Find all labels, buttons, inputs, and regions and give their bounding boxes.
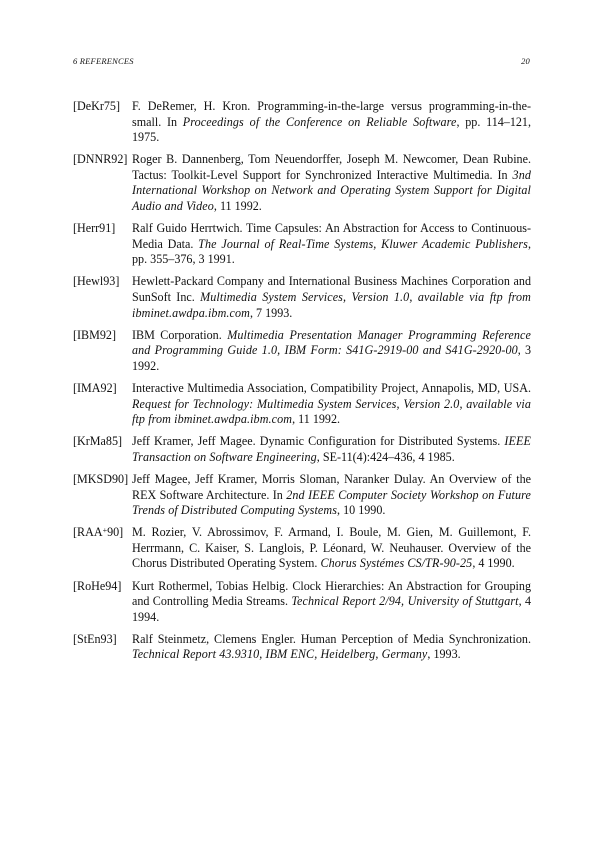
reference-details: , 4 1990.: [472, 556, 515, 571]
reference-authors: Ralf Steinmetz, Clemens Engler. Human Perception of Media Synchronization.: [132, 631, 531, 646]
reference-venue: Multimedia Presentation Manager Programming Reference and Programming Guide 1.0, IBM Form: S41G-2919-00 and S41G-2920-00: [132, 327, 531, 358]
reference-entry: [73, 632, 531, 663]
reference-venue: IEEE Transaction on Software Engineering: [132, 434, 531, 464]
citation-key-text: [StEn93]: [73, 631, 117, 646]
reference-venue: Technical Report 2/94, University of Stuttgart: [291, 594, 519, 609]
reference-body: [132, 99, 531, 146]
reference-authors: Jeff Kramer, Jeff Magee. Dynamic Configuration for Distributed Systems.: [132, 434, 505, 449]
reference-entry: [73, 381, 531, 428]
reference-entry: [73, 472, 531, 519]
citation-key: [73, 525, 132, 572]
reference-details: , 11 1992.: [292, 412, 341, 427]
reference-body: [132, 381, 531, 428]
citation-key-text: [Herr91]: [73, 221, 116, 236]
reference-entry: [73, 274, 531, 321]
reference-details: , SE-11(4):424–436, 4 1985.: [316, 449, 455, 464]
reference-body: [132, 152, 531, 214]
citation-key-text: [DNNR92]: [73, 152, 128, 167]
reference-entry: [73, 152, 531, 214]
citation-key-text: [Hewl93]: [73, 274, 120, 289]
reference-entry: [73, 525, 531, 572]
reference-details: , 1993.: [427, 647, 461, 662]
citation-key-text: [DeKr75]: [73, 99, 121, 113]
reference-venue: The Journal of Real-Time Systems, Kluwer Academic Publishers: [198, 236, 528, 251]
reference-entry: [73, 434, 531, 465]
reference-details: , 7 1993.: [250, 305, 293, 320]
reference-venue: Proceedings of the Conference on Reliable Software: [182, 114, 457, 129]
reference-venue: 3nd International Workshop on Network and Operating System Support for Digital Audio and Video: [132, 167, 531, 214]
citation-key-suffix: 90]: [107, 525, 124, 540]
reference-authors: Kurt Rothermel, Tobias Helbig. Clock Hierarchies: An Abstraction for Grouping and Controlling Media Streams.: [132, 578, 531, 609]
reference-details: , pp. 355–376, 3 1991.: [132, 236, 532, 267]
reference-body: [132, 472, 531, 519]
citation-key: [73, 99, 132, 146]
citation-key-text: [IBM92]: [73, 327, 116, 342]
reference-venue: Request for Technology: Multimedia System Services, Version 2.0, available via ftp from ibminet.awdpa.ibm.com: [132, 396, 531, 427]
reference-details: , 10 1990.: [337, 503, 386, 518]
reference-authors: Jeff Magee, Jeff Kramer, Morris Sloman, Naranker Dulay. An Overview of the REX Software Architecture. In: [132, 471, 531, 502]
reference-entry: [73, 328, 531, 375]
reference-authors: Ralf Guido Herrtwich. Time Capsules: An Abstraction for Access to Continuous-Media Data.: [132, 221, 531, 251]
reference-details: , pp. 114–121, 1975.: [132, 114, 532, 145]
running-header: [73, 56, 530, 70]
citation-key-superscript: +: [102, 526, 108, 536]
citation-key: [73, 152, 132, 214]
citation-key-text: [RAA: [73, 525, 103, 540]
reference-authors: Roger B. Dannenberg, Tom Neuendorffer, Joseph M. Newcomer, Dean Rubine. Tactus: Toolkit-Level Support for Synchronized Interactive Multimedia. In: [132, 152, 531, 182]
reference-body: [132, 579, 531, 626]
reference-authors: F. DeRemer, H. Kron. Programming-in-the-large versus programming-in-the-small. In: [132, 99, 531, 129]
reference-venue: Chorus Systémes CS/TR-90-25: [320, 556, 473, 571]
reference-entry: [73, 99, 531, 146]
reference-details: , 4 1994.: [132, 594, 532, 624]
reference-venue: Technical Report 43.9310, IBM ENC, Heidelberg, Germany: [132, 647, 428, 662]
reference-body: [132, 274, 531, 321]
citation-key: [73, 274, 132, 321]
reference-body: [132, 221, 531, 268]
citation-key: [73, 472, 132, 519]
reference-venue: Multimedia System Services, Version 1.0, available via ftp from ibminet.awdpa.ibm.com: [132, 290, 531, 320]
reference-entry: [73, 579, 531, 626]
reference-authors: IBM Corporation.: [132, 327, 228, 342]
reference-body: [132, 328, 531, 375]
reference-details: , 3 1992.: [132, 343, 531, 373]
reference-body: [132, 434, 531, 465]
citation-key: [73, 381, 132, 428]
reference-authors: M. Rozier, V. Abrossimov, F. Armand, I. Boule, M. Gien, M. Guillemont, F. Herrmann, C. Kaiser, S. Langlois, P. Léonard, W. Neuhauser. Overview of the Chorus Distributed Operating System.: [132, 525, 531, 571]
reference-details: , 11 1992.: [213, 199, 262, 214]
reference-authors: Hewlett-Packard Company and International Business Machines Corporation and SunSoft Inc.: [132, 274, 531, 305]
citation-key-text: [KrMa85]: [73, 434, 123, 449]
citation-key: [73, 221, 132, 268]
reference-body: [132, 525, 531, 572]
citation-key: [73, 632, 132, 663]
reference-entry: [73, 221, 531, 268]
section-title: 6 REFERENCES: [73, 56, 134, 66]
citation-key-text: [MKSD90]: [73, 471, 129, 486]
reference-body: [132, 632, 531, 663]
page-number: 20: [521, 56, 530, 66]
citation-key: [73, 579, 132, 626]
reference-authors: Interactive Multimedia Association, Compatibility Project, Annapolis, MD, USA.: [132, 381, 531, 395]
citation-key: [73, 328, 132, 375]
citation-key-text: [IMA92]: [73, 381, 117, 395]
citation-key: [73, 434, 132, 465]
reference-list: [73, 99, 531, 670]
reference-venue: 2nd IEEE Computer Society Workshop on Future Trends of Distributed Computing Systems: [132, 487, 531, 518]
citation-key-text: [RoHe94]: [73, 578, 122, 593]
